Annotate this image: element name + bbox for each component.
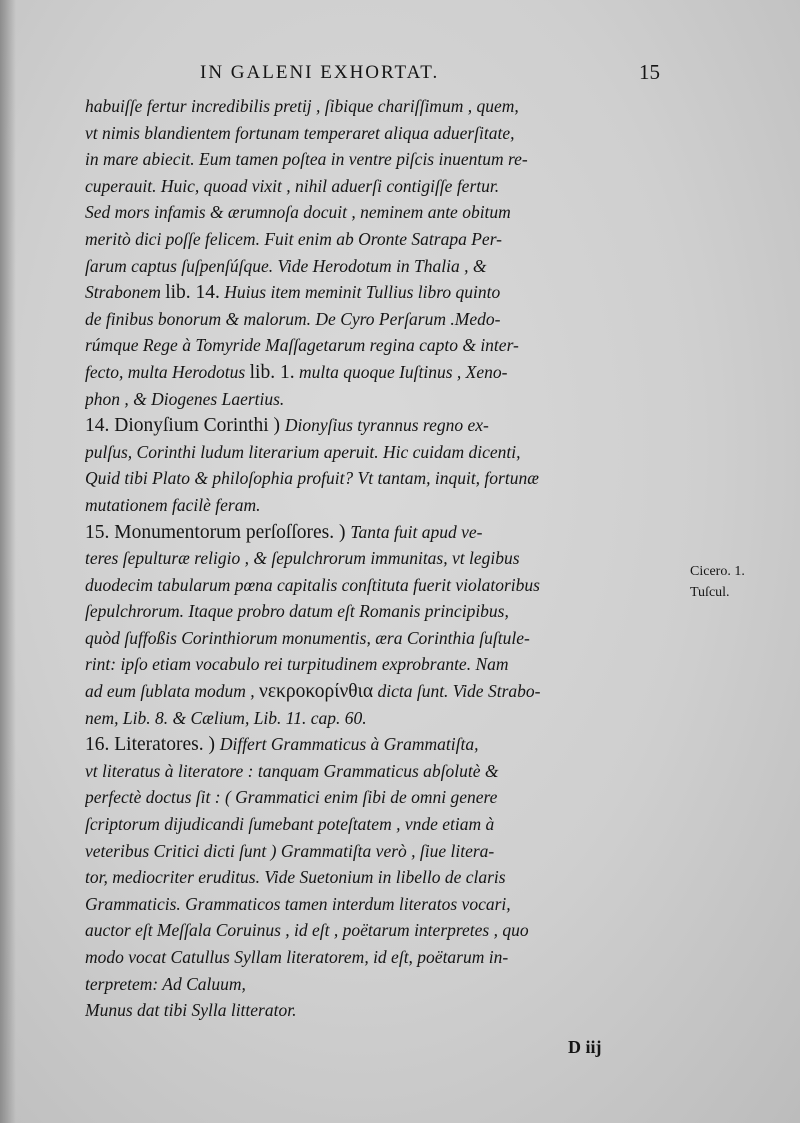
text-line — [85, 199, 663, 226]
text-line — [85, 306, 663, 333]
italic-text: Munus dat tibi Sylla litterator. — [85, 1000, 297, 1021]
italic-text: duodecim tabularum pœna capitalis conſtituta fuerit violatoribus — [85, 574, 540, 595]
italic-text: in mare abiecit. Eum tamen poſtea in ventre piſcis inuentum re- — [85, 149, 528, 170]
text-line — [85, 519, 663, 546]
text-line — [85, 811, 663, 838]
italic-text: Dionyſius tyrannus regno ex- — [284, 415, 489, 436]
italic-text: meritò dici poſſe felicem. Fuit enim ab Oronte Satrapa Per- — [85, 228, 502, 249]
text-line — [85, 465, 663, 492]
text-line — [85, 226, 663, 253]
text-line — [85, 439, 663, 466]
italic-text: ſcriptorum dijudicandi ſumebant poteſtatem , vnde etiam à — [85, 814, 495, 835]
roman-text: 15. Monumentorum perſoſſores. ) — [85, 521, 351, 543]
italic-text: Huius item meminit Tullius libro quinto — [219, 282, 501, 303]
italic-text: tor, mediocriter eruditus. Vide Suetonium in libello de claris — [85, 867, 506, 888]
italic-text: perfectè doctus ſit : ( Grammatici enim ſibi de omni genere — [85, 787, 498, 808]
text-line — [85, 120, 663, 147]
text-line — [85, 891, 663, 918]
page-gutter-shadow — [0, 0, 16, 1123]
text-line — [85, 253, 663, 280]
italic-text: quòd ſuffoßis Corinthiorum monumentis, æra Corinthia ſuſtule- — [85, 627, 530, 648]
italic-text: multa quoque Iuſtinus , Xeno- — [294, 361, 508, 382]
italic-text: vt nimis blandientem fortunam temperaret aliqua aduerſitate, — [85, 122, 515, 143]
roman-text: 16. Literatores. ) — [85, 734, 220, 756]
italic-text: terpretem: Ad Caluum, — [85, 973, 246, 994]
italic-text: ad eum ſublata modum , — [85, 681, 260, 702]
text-line — [85, 917, 663, 944]
italic-text: mutationem facilè feram. — [85, 494, 261, 515]
italic-text: auctor eſt Meſſala Coruinus , id eſt , poëtarum interpretes , quo — [85, 920, 529, 941]
roman-text: νεκροκορίνθια — [259, 681, 374, 703]
italic-text: Differt Grammaticus à Grammatiſta, — [219, 734, 479, 755]
text-line — [85, 651, 663, 678]
text-line — [85, 784, 663, 811]
text-line — [85, 678, 663, 705]
italic-text: fecto, multa Herodotus — [85, 361, 250, 382]
text-line — [85, 359, 663, 386]
signature-mark: D iij — [568, 1037, 602, 1057]
body-text — [85, 93, 663, 1024]
running-header — [150, 58, 670, 88]
text-line — [85, 332, 663, 359]
italic-text: nem, Lib. 8. & Cælium, Lib. 11. cap. 60. — [85, 707, 367, 728]
italic-text: dicta ſunt. Vide Strabo- — [373, 681, 541, 702]
italic-text: cuperauit. Huic, quoad vixit , nihil aduerſi contigiſſe fertur. — [85, 175, 500, 196]
page-number: 15 — [639, 60, 660, 84]
margin-note-line: Cicero. 1. — [690, 564, 745, 579]
margin-note — [690, 561, 790, 603]
text-line — [85, 944, 663, 971]
italic-text: rúmque Rege à Tomyride Maſſagetarum regina capto & inter- — [85, 335, 519, 356]
text-line — [85, 279, 663, 306]
margin-note-line: Tuſcul. — [690, 585, 730, 600]
text-line — [85, 864, 663, 891]
text-line — [85, 625, 663, 652]
text-line — [85, 838, 663, 865]
text-line — [85, 598, 663, 625]
italic-text: habuiſſe fertur incredibilis pretij , ſibique chariſſimum , quem, — [85, 96, 519, 116]
running-title: IN GALENI EXHORTAT. — [200, 62, 440, 83]
text-line — [85, 758, 663, 785]
italic-text: teres ſepulturæ religio , & ſepulchrorum immunitas, vt legibus — [85, 548, 520, 569]
text-line — [85, 705, 663, 732]
italic-text: rint: ipſo etiam vocabulo rei turpitudinem exprobrante. Nam — [85, 654, 509, 675]
italic-text: Grammaticis. Grammaticos tamen interdum literatos vocari, — [85, 893, 511, 914]
italic-text: Tanta fuit apud ve- — [350, 521, 483, 542]
text-line — [85, 997, 663, 1024]
roman-text: lib. 14. — [165, 282, 220, 304]
roman-text: 14. Dionyſium Corinthi ) — [85, 415, 285, 437]
text-line — [85, 731, 663, 758]
italic-text: vt literatus à literatore : tanquam Grammaticus abſolutè & — [85, 760, 499, 781]
text-line — [85, 173, 663, 200]
italic-text: ſarum captus ſuſpenſúſque. Vide Herodotum in Thalia , & — [85, 255, 487, 276]
text-line — [85, 93, 663, 120]
italic-text: phon , & Diogenes Laertius. — [85, 388, 285, 409]
italic-text: Sed mors infamis & ærumnoſa docuit , neminem ante obitum — [85, 202, 511, 223]
text-line — [85, 492, 663, 519]
text-line — [85, 971, 663, 998]
italic-text: Quid tibi Plato & philoſophia profuit? Vt tantam, inquit, fortunæ — [85, 468, 539, 489]
text-line — [85, 572, 663, 599]
text-line — [85, 386, 663, 413]
italic-text: modo vocat Catullus Syllam literatorem, id eſt, poëtarum in- — [85, 947, 509, 967]
italic-text: Strabonem — [85, 282, 166, 303]
italic-text: veteribus Critici dicti ſunt ) Grammatiſta verò , ſiue litera- — [85, 840, 495, 861]
italic-text: de finibus bonorum & malorum. De Cyro Perſarum .Medo- — [85, 308, 501, 329]
text-line — [85, 146, 663, 173]
text-line — [85, 412, 663, 439]
text-line — [85, 545, 663, 572]
italic-text: ſepulchrorum. Itaque probro datum eſt Romanis principibus, — [85, 601, 509, 622]
italic-text: pulſus, Corinthi ludum literarium aperuit. Hic cuidam dicenti, — [85, 441, 521, 462]
roman-text: lib. 1. — [249, 361, 295, 383]
